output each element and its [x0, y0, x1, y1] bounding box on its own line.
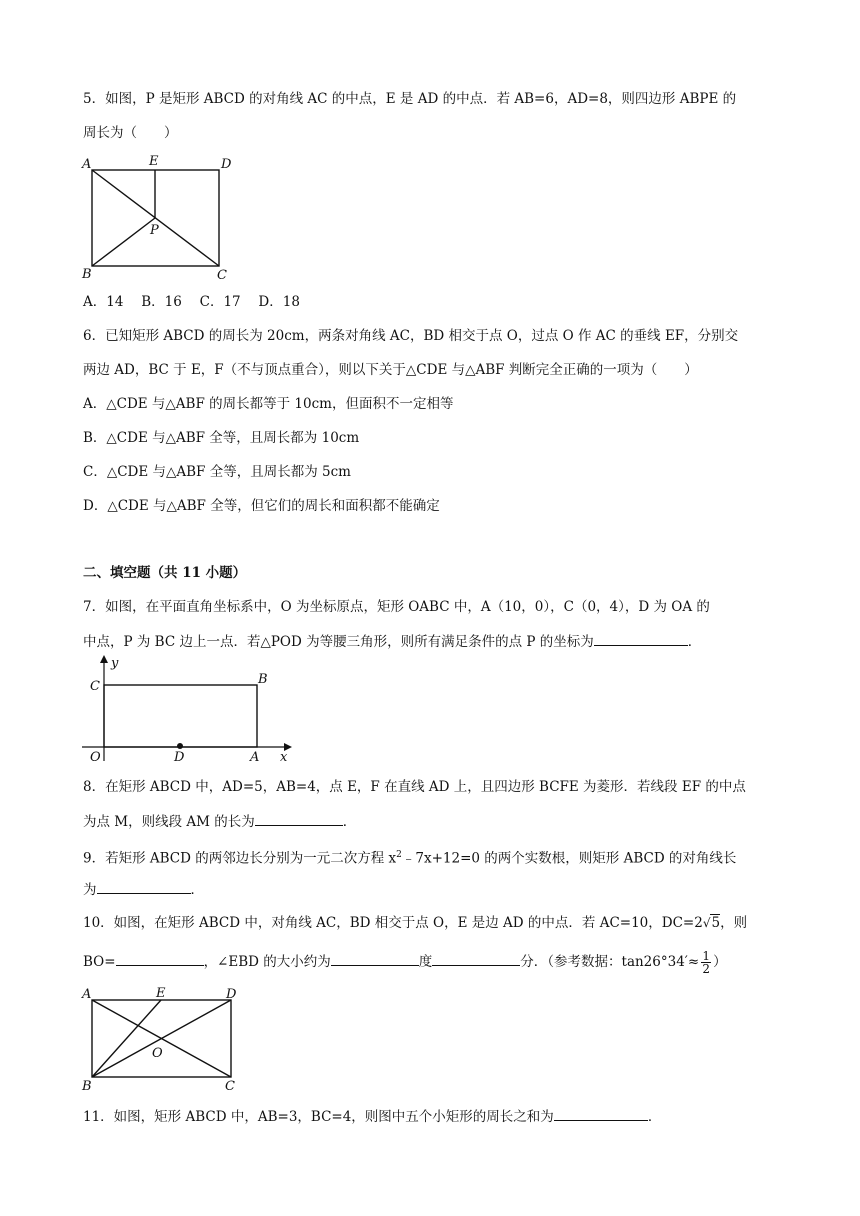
- q9-superscript: 2: [396, 850, 402, 860]
- q10-label-B: B: [82, 1079, 92, 1093]
- q11-end: ．: [647, 1109, 662, 1125]
- q7-text-line2: [83, 631, 701, 652]
- q9-text-b: ﹣7x+12=0 的两个实数根，则矩形 ABCD 的对角线长: [401, 850, 737, 867]
- q6-option-a: A．△CDE 与△ABF 的周长都等于 10cm，但面积不一定相等: [83, 396, 454, 412]
- q10-text-line2: [83, 950, 727, 975]
- q10-label-O: O: [152, 1046, 163, 1061]
- q11-text-line1: [83, 1106, 661, 1127]
- q9-text: 为: [83, 882, 97, 898]
- q6-option-b: B．△CDE 与△ABF 全等，且周长都为 10cm: [83, 430, 360, 446]
- q10-text-degree: 度: [418, 954, 433, 970]
- q7-label-B: B: [258, 672, 268, 687]
- q5-label-C: C: [217, 268, 227, 282]
- q5-label-P: P: [150, 223, 159, 238]
- q10-frac-num: 1: [702, 949, 710, 963]
- q5-label-E: E: [149, 154, 159, 169]
- sqrt-radical-icon: √: [702, 916, 711, 930]
- section-heading-fill-in: 二、填空题（共 11 小题）: [83, 565, 247, 581]
- q7-label-C: C: [90, 679, 100, 694]
- q10-blank-degrees[interactable]: [331, 951, 419, 966]
- q5-label-B: B: [82, 267, 92, 282]
- q10-blank-bo[interactable]: [116, 951, 204, 966]
- q10-rectangle-figure: [78, 983, 253, 1093]
- q7-end: ．: [687, 634, 702, 650]
- q8-answer-blank[interactable]: [255, 811, 343, 826]
- q5-options: A．14 B．16 C．17 D．18: [83, 294, 300, 310]
- q8-end: ．: [342, 814, 357, 830]
- q9-text-line1: [83, 845, 736, 869]
- q10-fraction: [701, 950, 711, 975]
- q10-frac-den: 2: [702, 962, 710, 976]
- q11-answer-blank[interactable]: [554, 1106, 648, 1121]
- q5-label-A: A: [82, 157, 92, 172]
- q9-end: ．: [190, 882, 204, 898]
- q10-label-D: D: [226, 987, 237, 1002]
- q8-text-line2: [83, 811, 356, 832]
- q10-label-A: A: [82, 987, 92, 1002]
- q5-rectangle-figure: [78, 152, 238, 282]
- q10-sqrt-value: 5: [711, 915, 721, 931]
- q10-label-C: C: [225, 1079, 235, 1093]
- q6-option-c: C．△CDE 与△ABF 全等，且周长都为 5cm: [83, 464, 351, 480]
- q10-text-bo: BO=: [83, 954, 116, 970]
- q10-blank-minutes[interactable]: [432, 951, 520, 966]
- q5-label-D: D: [221, 157, 232, 172]
- q10-text-close: ）: [713, 954, 727, 970]
- q7-text: 中点，P 为 BC 边上一点．若△POD 为等腰三角形，则所有满足条件的点 P 的坐标为: [83, 634, 594, 650]
- q7-label-O: O: [90, 750, 101, 765]
- q7-answer-blank[interactable]: [594, 631, 688, 646]
- q7-text-line1: 7．如图，在平面直角坐标系中，O 为坐标原点，矩形 OABC 中，A（10，0），C（0，4），D 为 OA 的: [83, 599, 710, 615]
- q9-text-a: 9．若矩形 ABCD 的两邻边长分别为一元二次方程 x: [83, 850, 397, 867]
- q10-text-angle: ，∠EBD 的大小约为: [203, 954, 331, 970]
- q6-option-d: D．△CDE 与△ABF 全等，但它们的周长和面积都不能确定: [83, 498, 440, 514]
- q8-text: 为点 M，则线段 AM 的长为: [83, 814, 255, 830]
- q5-text-line2: 周长为（ ）: [83, 125, 178, 141]
- q10-label-E: E: [156, 986, 166, 1001]
- q7-label-y: y: [111, 656, 119, 671]
- q5-text-line1: 5．如图，P 是矩形 ABCD 的对角线 AC 的中点，E 是 AD 的中点．若 AB=6，AD=8，则四边形 ABPE 的: [83, 91, 737, 107]
- q10-text-line1: [83, 913, 747, 933]
- q9-answer-blank[interactable]: [97, 879, 191, 894]
- q7-coordinate-figure: [78, 655, 293, 765]
- q10-text-ref: 分．（参考数据：tan26°34′≈: [520, 954, 700, 970]
- q11-text: 11．如图，矩形 ABCD 中，AB=3，BC=4，则图中五个小矩形的周长之和为: [83, 1109, 554, 1125]
- q7-label-x: x: [280, 750, 288, 765]
- q6-text-line1: 6．已知矩形 ABCD 的周长为 20cm，两条对角线 AC，BD 相交于点 O，过点 O 作 AC 的垂线 EF，分别交: [83, 328, 739, 344]
- q10-text-b: ，则: [720, 915, 748, 931]
- q10-text-a: 10．如图，在矩形 ABCD 中，对角线 AC，BD 相交于点 O，E 是边 AD 的中点．若 AC=10，DC=2: [83, 915, 703, 931]
- q8-text-line1: 8．在矩形 ABCD 中，AD=5，AB=4，点 E，F 在直线 AD 上，且四边形 BCFE 为菱形．若线段 EF 的中点: [83, 779, 746, 795]
- q7-label-D: D: [174, 750, 185, 765]
- q6-text-line2: 两边 AD，BC 于 E，F（不与顶点重合），则以下关于△CDE 与△ABF 判断完全正确的一项为（ ）: [83, 362, 698, 378]
- q7-label-A: A: [250, 750, 260, 765]
- q9-text-line2: [83, 879, 204, 900]
